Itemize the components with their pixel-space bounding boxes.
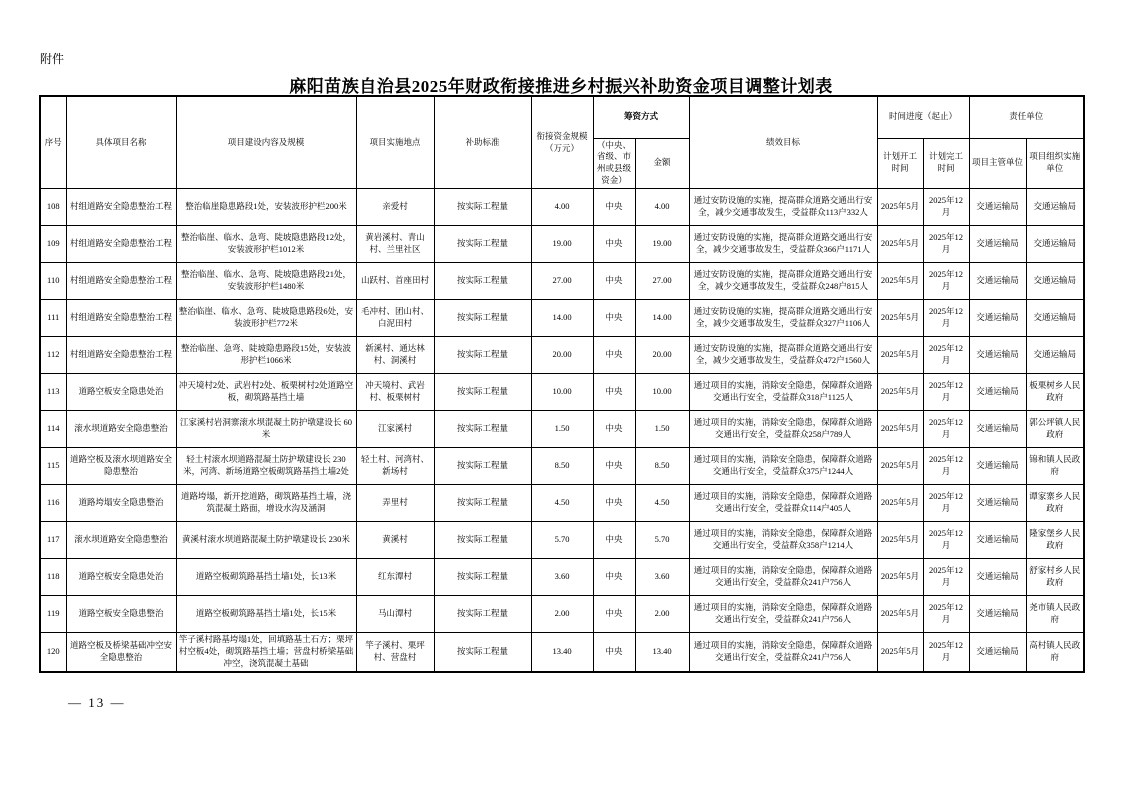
- cell-performance: 通过安防设施的实施，提高群众道路交通出行安全，减少交通事故发生，受益群众327户1106人: [689, 300, 877, 337]
- cell-supervisor: 交通运输局: [969, 559, 1026, 596]
- cell-end-time: 2025年12月: [923, 189, 969, 226]
- cell-location: 黄岩溪村、青山村、兰里社区: [356, 226, 434, 263]
- cell-funding-source: 中央: [593, 485, 635, 522]
- cell-implementer: 隆家堡乡人民政府: [1026, 522, 1084, 559]
- cell-performance: 通过项目的实施，消除安全隐患，保障群众道路交通出行安全，受益群众241户756人: [689, 596, 877, 633]
- cell-supervisor: 交通运输局: [969, 263, 1026, 300]
- cell-project-name: 村组道路安全隐患整治工程: [66, 226, 176, 263]
- cell-standard: 按实际工程量: [434, 263, 531, 300]
- project-table: [39, 95, 1085, 673]
- table-header: [40, 96, 1084, 189]
- cell-end-time: 2025年12月: [923, 559, 969, 596]
- cell-content: 整治临崖、临水、急弯、陡坡隐患路段12处，安装波形护栏1012米: [176, 226, 356, 263]
- cell-content: 冲天境村2处、武岩村2处、板栗树村2处道路空板，砌筑路基挡土墙: [176, 374, 356, 411]
- cell-standard: 按实际工程量: [434, 374, 531, 411]
- cell-amount: 8.50: [635, 448, 689, 485]
- cell-fund-scale: 3.60: [531, 559, 593, 596]
- cell-funding-source: 中央: [593, 226, 635, 263]
- cell-end-time: 2025年12月: [923, 374, 969, 411]
- cell-standard: 按实际工程量: [434, 226, 531, 263]
- cell-start-time: 2025年5月: [877, 633, 923, 672]
- cell-start-time: 2025年5月: [877, 485, 923, 522]
- cell-amount: 10.00: [635, 374, 689, 411]
- cell-fund-scale: 19.00: [531, 226, 593, 263]
- cell-fund-scale: 5.70: [531, 522, 593, 559]
- cell-project-name: 村组道路安全隐患整治工程: [66, 300, 176, 337]
- cell-performance: 通过项目的实施，消除安全隐患，保障群众道路交通出行安全，受益群众318户1125人: [689, 374, 877, 411]
- cell-end-time: 2025年12月: [923, 226, 969, 263]
- cell-end-time: 2025年12月: [923, 263, 969, 300]
- header-end-time: 计划完工时间: [923, 138, 969, 189]
- cell-start-time: 2025年5月: [877, 374, 923, 411]
- cell-content: 整治临崖、急弯、陡坡隐患路段15处，安装波形护栏1066米: [176, 337, 356, 374]
- cell-amount: 3.60: [635, 559, 689, 596]
- cell-amount: 20.00: [635, 337, 689, 374]
- cell-project-name: 道路空板及滚水坝道路安全隐患整治: [66, 448, 176, 485]
- cell-fund-scale: 1.50: [531, 411, 593, 448]
- cell-start-time: 2025年5月: [877, 263, 923, 300]
- header-funding-method: 筹资方式: [593, 96, 689, 138]
- cell-amount: 4.00: [635, 189, 689, 226]
- cell-serial: 109: [40, 226, 66, 263]
- cell-start-time: 2025年5月: [877, 448, 923, 485]
- header-funding-source: （中央、省级、市州或县级资金）: [593, 138, 635, 189]
- cell-fund-scale: 4.50: [531, 485, 593, 522]
- cell-content: 道路空板砌筑路基挡土墙1处，长15米: [176, 596, 356, 633]
- header-fund-scale: 衔接资金规模（万元）: [531, 96, 593, 189]
- table-row: [40, 263, 1084, 300]
- attachment-label: 附件: [40, 52, 65, 66]
- cell-start-time: 2025年5月: [877, 559, 923, 596]
- cell-funding-source: 中央: [593, 263, 635, 300]
- cell-supervisor: 交通运输局: [969, 226, 1026, 263]
- cell-implementer: 交通运输局: [1026, 263, 1084, 300]
- cell-end-time: 2025年12月: [923, 448, 969, 485]
- cell-serial: 117: [40, 522, 66, 559]
- cell-supervisor: 交通运输局: [969, 485, 1026, 522]
- cell-supervisor: 交通运输局: [969, 337, 1026, 374]
- table-body: [40, 189, 1084, 672]
- cell-standard: 按实际工程量: [434, 300, 531, 337]
- cell-funding-source: 中央: [593, 559, 635, 596]
- cell-content: 黄溪村滚水坝道路混凝土防护墩建设长 230米: [176, 522, 356, 559]
- header-location: 项目实施地点: [356, 96, 434, 189]
- cell-fund-scale: 27.00: [531, 263, 593, 300]
- cell-standard: 按实际工程量: [434, 411, 531, 448]
- cell-amount: 4.50: [635, 485, 689, 522]
- cell-start-time: 2025年5月: [877, 189, 923, 226]
- cell-end-time: 2025年12月: [923, 411, 969, 448]
- table-row: [40, 374, 1084, 411]
- table-row: [40, 633, 1084, 672]
- cell-location: 红东潭村: [356, 559, 434, 596]
- cell-implementer: 交通运输局: [1026, 337, 1084, 374]
- cell-funding-source: 中央: [593, 448, 635, 485]
- cell-project-name: 道路空板安全隐患处治: [66, 559, 176, 596]
- cell-project-name: 道路空板安全隐患处治: [66, 374, 176, 411]
- cell-end-time: 2025年12月: [923, 633, 969, 672]
- table-row: [40, 596, 1084, 633]
- cell-location: 冲天境村、武岩村、板栗树村: [356, 374, 434, 411]
- cell-performance: 通过项目的实施，消除安全隐患，保障群众道路交通出行安全，受益群众358户1214人: [689, 522, 877, 559]
- cell-serial: 119: [40, 596, 66, 633]
- cell-standard: 按实际工程量: [434, 485, 531, 522]
- cell-performance: 通过项目的实施，消除安全隐患，保障群众道路交通出行安全，受益群众241户756人: [689, 633, 877, 672]
- cell-location: 亲爱村: [356, 189, 434, 226]
- cell-content: 整治临崖隐患路段1处，安装波形护栏200米: [176, 189, 356, 226]
- cell-location: 轻土村、河湾村、新场村: [356, 448, 434, 485]
- cell-performance: 通过安防设施的实施，提高群众道路交通出行安全，减少交通事故发生，受益群众472户1560人: [689, 337, 877, 374]
- cell-project-name: 村组道路安全隐患整治工程: [66, 337, 176, 374]
- cell-standard: 按实际工程量: [434, 559, 531, 596]
- cell-fund-scale: 10.00: [531, 374, 593, 411]
- cell-content: 江家溪村岩洞寨滚水坝混凝土防护墩建设长 60米: [176, 411, 356, 448]
- cell-funding-source: 中央: [593, 633, 635, 672]
- cell-content: 轻土村滚水坝道路混凝土防护墩建设长 230米，河湾、新场道路空板砌筑路基挡土墙2处: [176, 448, 356, 485]
- cell-implementer: 交通运输局: [1026, 300, 1084, 337]
- table-row: [40, 559, 1084, 596]
- table-row: [40, 300, 1084, 337]
- cell-amount: 27.00: [635, 263, 689, 300]
- cell-project-name: 村组道路安全隐患整治工程: [66, 189, 176, 226]
- cell-supervisor: 交通运输局: [969, 596, 1026, 633]
- cell-end-time: 2025年12月: [923, 522, 969, 559]
- cell-amount: 5.70: [635, 522, 689, 559]
- cell-funding-source: 中央: [593, 300, 635, 337]
- header-start-time: 计划开工时间: [877, 138, 923, 189]
- cell-location: 竿子溪村、栗坪村、营盘村: [356, 633, 434, 672]
- header-implementer: 项目组织实施单位: [1026, 138, 1084, 189]
- cell-amount: 14.00: [635, 300, 689, 337]
- cell-performance: 通过项目的实施，消除安全隐患，保障群众道路交通出行安全，受益群众241户756人: [689, 559, 877, 596]
- cell-end-time: 2025年12月: [923, 337, 969, 374]
- cell-serial: 114: [40, 411, 66, 448]
- cell-start-time: 2025年5月: [877, 300, 923, 337]
- cell-serial: 111: [40, 300, 66, 337]
- cell-supervisor: 交通运输局: [969, 189, 1026, 226]
- cell-performance: 通过安防设施的实施，提高群众道路交通出行安全，减少交通事故发生，受益群众248户815人: [689, 263, 877, 300]
- cell-standard: 按实际工程量: [434, 189, 531, 226]
- cell-funding-source: 中央: [593, 189, 635, 226]
- table-row: [40, 522, 1084, 559]
- cell-end-time: 2025年12月: [923, 485, 969, 522]
- cell-standard: 按实际工程量: [434, 596, 531, 633]
- cell-performance: 通过安防设施的实施，提高群众道路交通出行安全，减少交通事故发生，受益群众113户332人: [689, 189, 877, 226]
- header-project-name: 具体项目名称: [66, 96, 176, 189]
- cell-supervisor: 交通运输局: [969, 633, 1026, 672]
- cell-fund-scale: 20.00: [531, 337, 593, 374]
- cell-fund-scale: 8.50: [531, 448, 593, 485]
- cell-performance: 通过项目的实施，消除安全隐患，保障群众道路交通出行安全，受益群众114户405人: [689, 485, 877, 522]
- table-row: [40, 448, 1084, 485]
- cell-end-time: 2025年12月: [923, 300, 969, 337]
- cell-serial: 120: [40, 633, 66, 672]
- cell-funding-source: 中央: [593, 337, 635, 374]
- cell-content: 道路垮塌，新开挖道路，砌筑路基挡土墙，浇筑混凝土路面，增设水沟及涵洞: [176, 485, 356, 522]
- cell-project-name: 滚水坝道路安全隐患整治: [66, 522, 176, 559]
- cell-location: 黄溪村: [356, 522, 434, 559]
- cell-project-name: 道路空板及桥梁基础冲空安全隐患整治: [66, 633, 176, 672]
- cell-standard: 按实际工程量: [434, 522, 531, 559]
- table-row: [40, 226, 1084, 263]
- cell-implementer: 交通运输局: [1026, 189, 1084, 226]
- cell-implementer: 锦和镇人民政府: [1026, 448, 1084, 485]
- cell-fund-scale: 14.00: [531, 300, 593, 337]
- cell-start-time: 2025年5月: [877, 596, 923, 633]
- header-amount: 金额: [635, 138, 689, 189]
- header-schedule: 时间进度（起止）: [877, 96, 969, 138]
- table-row: [40, 485, 1084, 522]
- cell-serial: 118: [40, 559, 66, 596]
- header-performance: 绩效目标: [689, 96, 877, 189]
- cell-location: 江家溪村: [356, 411, 434, 448]
- cell-funding-source: 中央: [593, 374, 635, 411]
- cell-implementer: 板栗树乡人民政府: [1026, 374, 1084, 411]
- cell-start-time: 2025年5月: [877, 411, 923, 448]
- cell-project-name: 道路空板安全隐患整治: [66, 596, 176, 633]
- page-number: — 13 —: [68, 695, 126, 710]
- cell-serial: 110: [40, 263, 66, 300]
- cell-amount: 19.00: [635, 226, 689, 263]
- cell-start-time: 2025年5月: [877, 337, 923, 374]
- cell-standard: 按实际工程量: [434, 633, 531, 672]
- table-row: [40, 337, 1084, 374]
- cell-amount: 13.40: [635, 633, 689, 672]
- cell-project-name: 滚水坝道路安全隐患整治: [66, 411, 176, 448]
- cell-funding-source: 中央: [593, 522, 635, 559]
- cell-project-name: 道路垮塌安全隐患整治: [66, 485, 176, 522]
- cell-implementer: 郭公坪镇人民政府: [1026, 411, 1084, 448]
- cell-project-name: 村组道路安全隐患整治工程: [66, 263, 176, 300]
- cell-supervisor: 交通运输局: [969, 300, 1026, 337]
- cell-implementer: 谭家寨乡人民政府: [1026, 485, 1084, 522]
- cell-location: 新溪村、通达林村、洞溪村: [356, 337, 434, 374]
- header-responsible: 责任单位: [969, 96, 1084, 138]
- cell-serial: 113: [40, 374, 66, 411]
- cell-fund-scale: 13.40: [531, 633, 593, 672]
- cell-funding-source: 中央: [593, 596, 635, 633]
- cell-location: 弄里村: [356, 485, 434, 522]
- cell-standard: 按实际工程量: [434, 448, 531, 485]
- cell-supervisor: 交通运输局: [969, 374, 1026, 411]
- cell-location: 毛冲村、团山村、白泥田村: [356, 300, 434, 337]
- header-supervisor: 项目主管单位: [969, 138, 1026, 189]
- table-row: [40, 411, 1084, 448]
- cell-start-time: 2025年5月: [877, 522, 923, 559]
- cell-start-time: 2025年5月: [877, 226, 923, 263]
- page-title: 麻阳苗族自治县2025年财政衔接推进乡村振兴补助资金项目调整计划表: [289, 77, 833, 96]
- header-content: 项目建设内容及规模: [176, 96, 356, 189]
- cell-supervisor: 交通运输局: [969, 522, 1026, 559]
- cell-amount: 2.00: [635, 596, 689, 633]
- cell-funding-source: 中央: [593, 411, 635, 448]
- cell-serial: 112: [40, 337, 66, 374]
- header-standard: 补助标准: [434, 96, 531, 189]
- cell-performance: 通过项目的实施，消除安全隐患，保障群众道路交通出行安全，受益群众258户789人: [689, 411, 877, 448]
- cell-implementer: 尧市镇人民政府: [1026, 596, 1084, 633]
- cell-serial: 115: [40, 448, 66, 485]
- cell-fund-scale: 2.00: [531, 596, 593, 633]
- cell-content: 整治临崖、临水、急弯、陡坡隐患路段21处，安装波形护栏1480米: [176, 263, 356, 300]
- cell-content: 竿子溪村路基垮塌1处，回填路基土石方；栗坪村空板4处，砌筑路基挡土墙；营盘村桥梁基础冲空，浇筑混凝土基础: [176, 633, 356, 672]
- cell-performance: 通过项目的实施，消除安全隐患，保障群众道路交通出行安全，受益群众375户1244人: [689, 448, 877, 485]
- cell-fund-scale: 4.00: [531, 189, 593, 226]
- cell-implementer: 高村镇人民政府: [1026, 633, 1084, 672]
- table-row: [40, 189, 1084, 226]
- cell-implementer: 舒家村乡人民政府: [1026, 559, 1084, 596]
- cell-performance: 通过安防设施的实施，提高群众道路交通出行安全，减少交通事故发生，受益群众366户1171人: [689, 226, 877, 263]
- header-serial: 序号: [40, 96, 66, 189]
- cell-location: 山跃村、首座田村: [356, 263, 434, 300]
- cell-supervisor: 交通运输局: [969, 448, 1026, 485]
- cell-end-time: 2025年12月: [923, 596, 969, 633]
- cell-content: 道路空板砌筑路基挡土墙1处，长13米: [176, 559, 356, 596]
- cell-supervisor: 交通运输局: [969, 411, 1026, 448]
- cell-serial: 116: [40, 485, 66, 522]
- cell-location: 马山潭村: [356, 596, 434, 633]
- cell-standard: 按实际工程量: [434, 337, 531, 374]
- cell-amount: 1.50: [635, 411, 689, 448]
- cell-serial: 108: [40, 189, 66, 226]
- cell-content: 整治临崖、临水、急弯、陡坡隐患路段6处，安装波形护栏772米: [176, 300, 356, 337]
- cell-implementer: 交通运输局: [1026, 226, 1084, 263]
